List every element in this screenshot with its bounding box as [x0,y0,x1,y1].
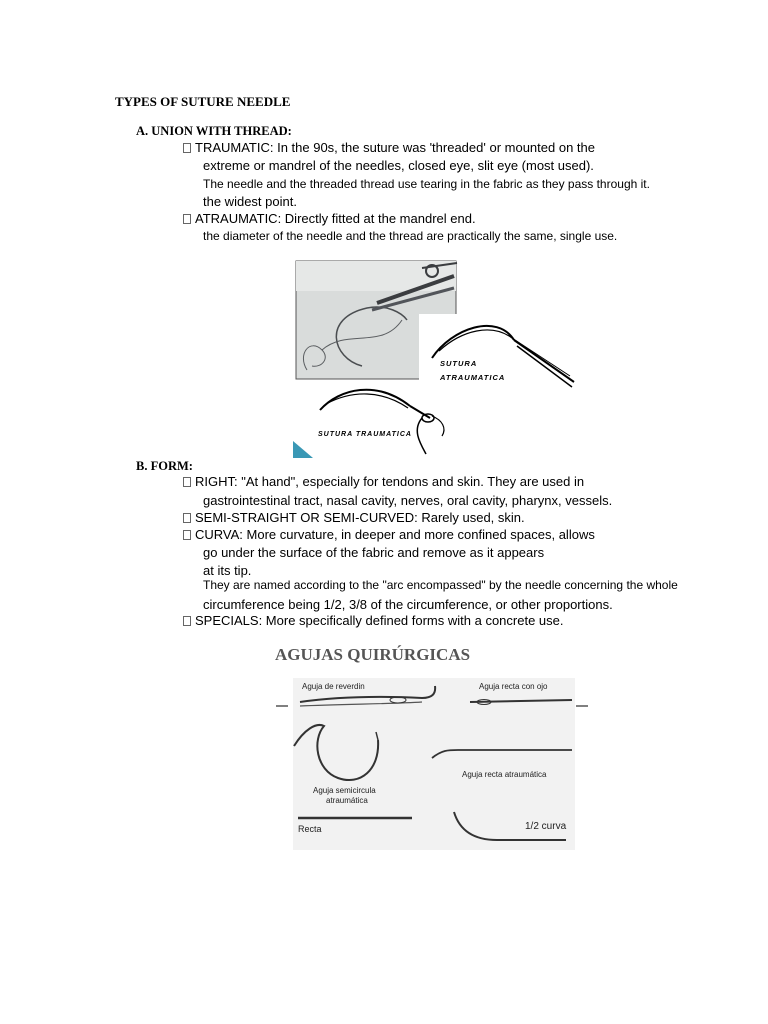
right-line-2: gastrointestinal tract, nasal cavity, nerves, oral cavity, pharynx, vessels. [203,493,613,508]
label-reverdin: Aguja de reverdin [302,682,365,691]
section-b-heading: B. FORM: [136,459,193,473]
bullet-box-icon [183,477,191,487]
traumatic-note: The needle and the threaded thread use tearing in the fabric as they pass through it. [203,177,650,191]
label-atraumatica: ATRAUMATICA [440,373,506,382]
semi-item [183,510,525,525]
atraumatic-item [183,211,476,226]
bullet-box-icon [183,616,191,626]
curva-line-1: CURVA: More curvature, in deeper and more confined spaces, allows [195,527,595,542]
traumatic-line-3: the widest point. [203,194,297,209]
specials-item [183,613,564,628]
label-media-curva: 1/2 curva [525,821,567,832]
label-sutura-traumatica: SUTURA TRAUMATICA [318,431,412,438]
label-recta-ojo: Aguja recta con ojo [479,682,548,691]
curva-note: They are named according to the "arc encompassed" by the needle concerning the whole [203,578,678,592]
right-item [183,474,584,489]
bullet-box-icon [183,214,191,224]
traumatic-item [183,140,595,155]
traumatic-needle-drawing [318,390,444,454]
atraumatic-line-1: ATRAUMATIC: Directly fitted at the mandrel end. [195,211,476,226]
label-atraumatica-2: atraumática [326,796,368,805]
curva-line-3: at its tip. [203,563,252,578]
traumatic-line-2: extreme or mandrel of the needles, closed eye, slit eye (most used). [203,158,594,173]
label-semicircula: Aguja semicircula [313,786,376,795]
corner-marker [293,441,313,458]
section-a-heading: A. UNION WITH THREAD: [136,124,292,138]
curva-item [183,527,595,542]
bullet-box-icon [183,143,191,153]
semi-text: SEMI-STRAIGHT OR SEMI-CURVED: Rarely used, skin. [195,510,525,525]
label-recta: Recta [298,824,322,834]
label-recta-atraumatica: Aguja recta atraumática [462,770,547,779]
traumatic-line-1: TRAUMATIC: In the 90s, the suture was 'threaded' or mounted on the [195,140,595,155]
curva-line-4: circumference being 1/2, 3/8 of the circumference, or other proportions. [203,597,613,612]
figure-surgical-needles [272,640,592,852]
figure-title: AGUJAS QUIRÚRGICAS [275,645,471,664]
curva-line-2: go under the surface of the fabric and remove as it appears [203,545,545,560]
figure-suture-types [292,258,582,462]
page-title: TYPES OF SUTURE NEEDLE [115,94,291,109]
atraumatic-note: the diameter of the needle and the thread are practically the same, single use. [203,229,618,243]
label-sutura: SUTURA [440,359,478,368]
specials-text: SPECIALS: More specifically defined forms with a concrete use. [195,613,564,628]
bullet-box-icon [183,513,191,523]
atraumatic-needle-drawing [419,314,579,388]
right-line-1: RIGHT: "At hand", especially for tendons and skin. They are used in [195,474,585,489]
bullet-box-icon [183,530,191,540]
